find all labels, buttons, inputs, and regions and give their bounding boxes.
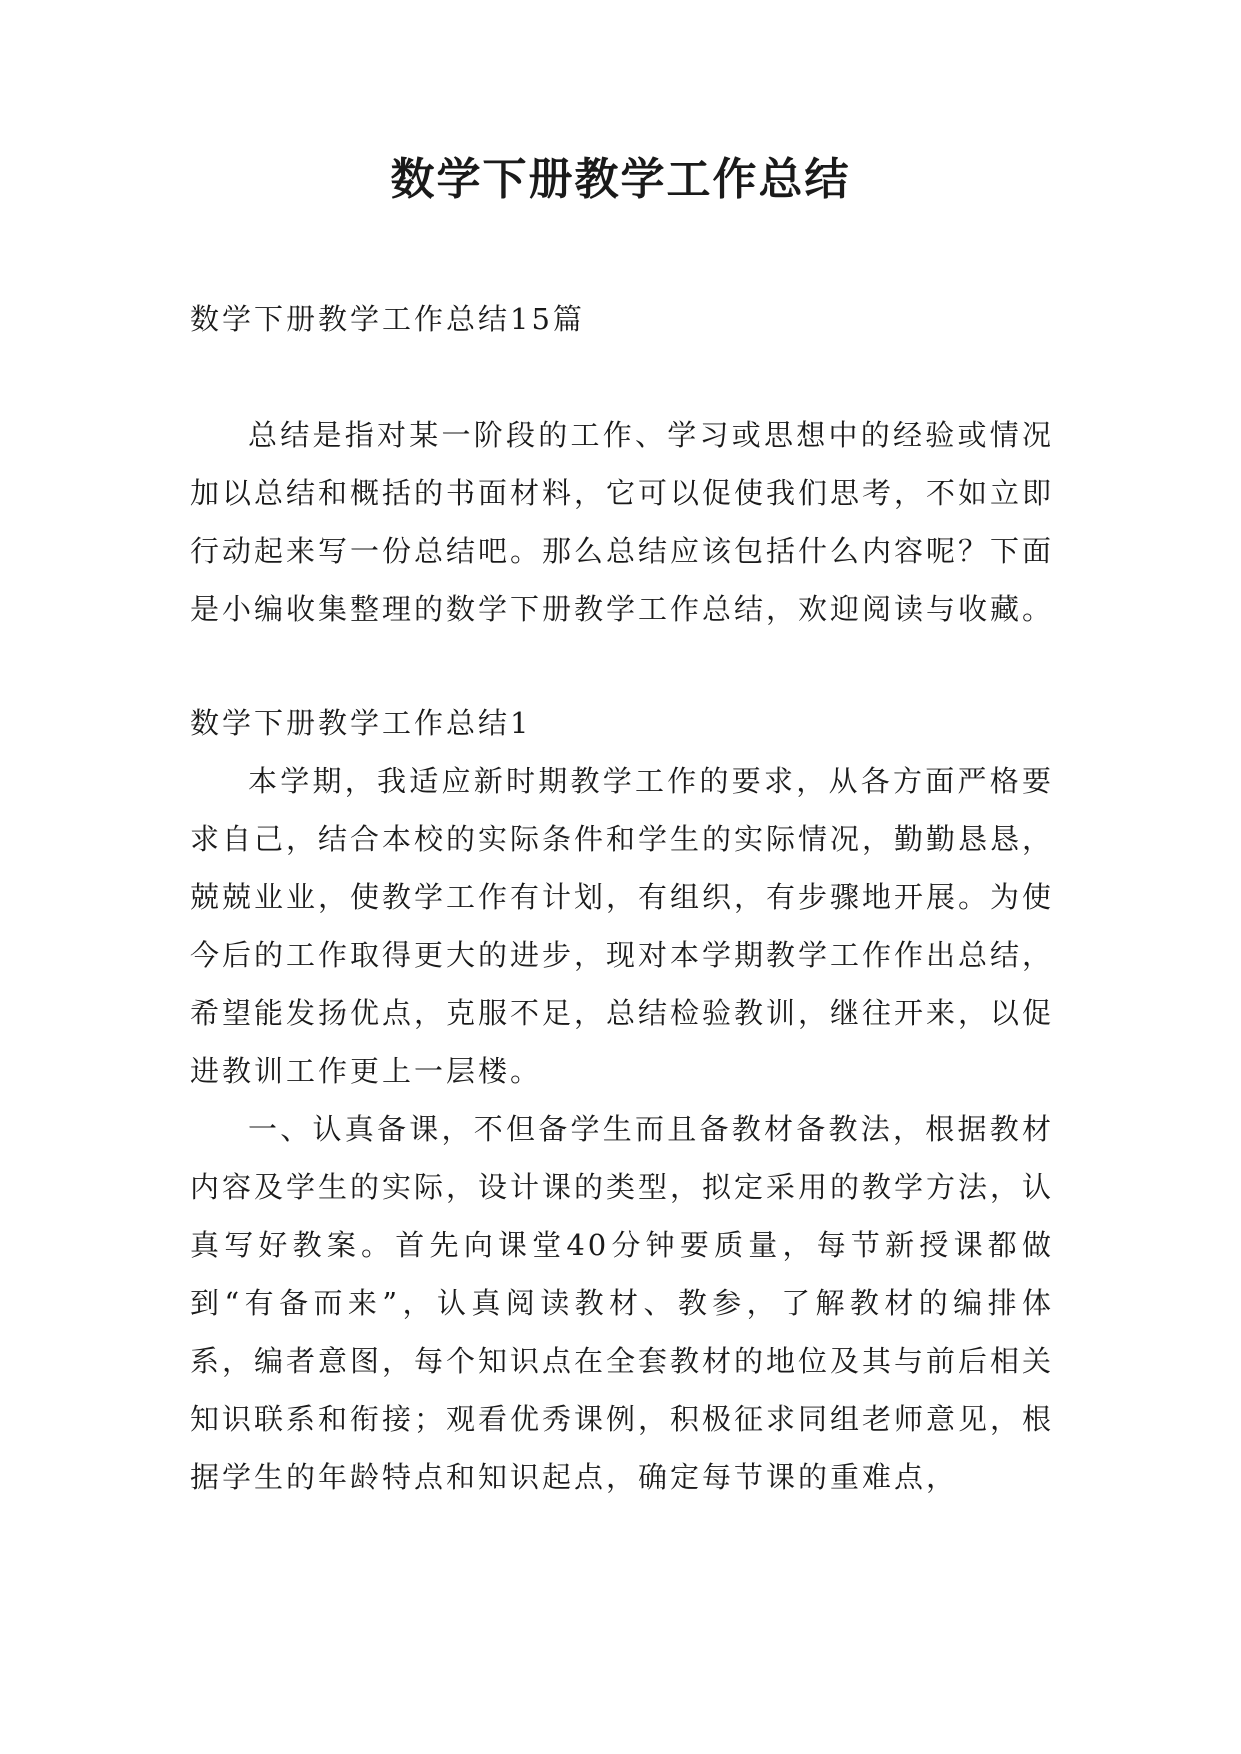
document-subtitle: 数学下册教学工作总结15篇 (190, 302, 585, 336)
page-title: 数学下册教学工作总结 (390, 154, 851, 205)
document-body (190, 290, 1054, 1506)
intro-paragraph: 总结是指对某一阶段的工作、学习或思想中的经验或情况加以总结和概括的书面材料，它可以促使我们思考，不如立即行动起来写一份总结吧。那么总结应该包括什么内容呢？下面是小编收集整理的数学下册教学工作总结，欢迎阅读与收藏。 (190, 418, 1055, 626)
section-heading: 数学下册教学工作总结1 (190, 706, 532, 740)
body-paragraph: 本学期，我适应新时期教学工作的要求，从各方面严格要求自己，结合本校的实际条件和学生的实际情况，勤勤恳恳，兢兢业业，使教学工作有计划，有组织，有步骤地开展。为使今后的工作取得更大的进步，现对本学期教学工作作出总结，希望能发扬优点，克服不足，总结检验教训，继往开来，以促进教训工作更上一层楼。 (190, 764, 1055, 1088)
body-paragraph: 一、认真备课，不但备学生而且备教材备教法，根据教材内容及学生的实际，设计课的类型，拟定采用的教学方法，认真写好教案。首先向课堂40分钟要质量，每节新授课都做到“有备而来”，认真阅读教材、教参，了解教材的编排体系，编者意图，每个知识点在全套教材的地位及其与前后相关知识联系和衔接；观看优秀课例，积极征求同组老师意见，根据学生的年龄特点和知识起点，确定每节课的重难点， (190, 1112, 1055, 1494)
